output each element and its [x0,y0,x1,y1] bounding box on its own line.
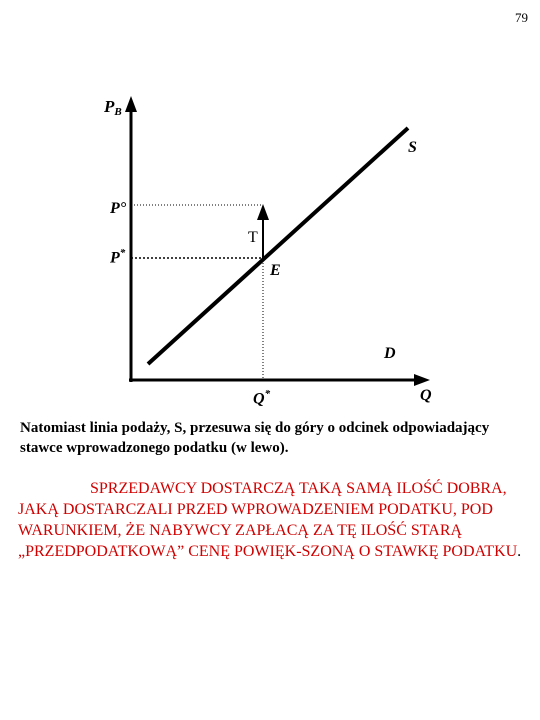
highlight-paragraph [18,478,528,562]
equilibrium-label: E [270,262,281,279]
supply-label: S [408,139,417,156]
equilibrium-price-label: P* [110,247,126,267]
new-price-label: P° [110,200,127,217]
page-number: 79 [515,10,528,25]
x-axis-label: Q [420,387,432,404]
supply-line [148,128,408,364]
highlight-end: . [517,543,522,561]
y-axis-arrow [125,96,137,112]
demand-label: D [384,345,396,362]
x-axis-arrow [414,374,430,386]
highlight-text: SPRZEDAWCY DOSTARCZĄ TAKĄ SAMĄ ILOŚĆ DOBRA, JAKĄ DOSTARCZALI PRZED WPROWADZENIEM PODATKU, POD WARUNKIEM, ŻE NABYWCY ZAPŁACĄ ZA TĘ ILOŚĆ STARĄ „PRZEDPODATKOWĄ” CENĘ POWIĘK-SZONĄ O STAWKĘ PODATKU [18,480,518,561]
y-axis-label: PB [104,97,122,118]
explanation-paragraph: Natomiast linia podaży, S, przesuwa się do góry o odcinek odpowiadający stawce wprowadzonego podatku (w lewo). [20,420,490,457]
equilibrium-quantity-label: Q* [253,388,271,408]
tax-label: T [248,229,258,246]
tax-arrow-head [257,204,269,220]
